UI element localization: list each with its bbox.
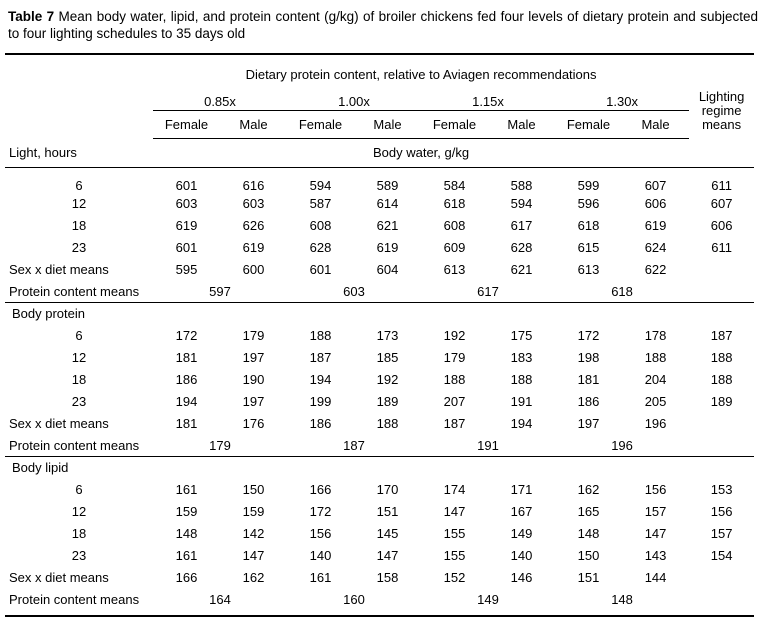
data-cell: 601 — [175, 177, 198, 193]
data-cell: 140 — [510, 548, 533, 563]
data-cell: 621 — [376, 218, 399, 233]
sex-diet-mean-cell: 601 — [309, 262, 332, 277]
table-row — [5, 391, 754, 413]
section-label-row — [5, 303, 754, 325]
protein-content-means-label: Protein content means — [5, 435, 153, 457]
row-label-light-hours: 12 — [71, 350, 87, 365]
data-cell: 174 — [443, 482, 466, 497]
data-cell: 179 — [242, 328, 265, 343]
data-cell: 608 — [443, 218, 466, 233]
data-cell: 156 — [644, 482, 667, 497]
row-label-light-hours: 23 — [71, 548, 87, 563]
data-cell: 619 — [242, 240, 265, 255]
sex-diet-mean-cell: 600 — [242, 262, 265, 277]
table-row — [5, 167, 754, 193]
data-cell: 172 — [309, 504, 332, 519]
data-cell: 170 — [376, 482, 399, 497]
sex-diet-mean-cell: 181 — [175, 416, 198, 431]
data-cell: 584 — [443, 177, 466, 193]
sex-diet-mean-cell: 595 — [175, 262, 198, 277]
data-cell: 186 — [577, 394, 600, 409]
empty-cell — [689, 281, 754, 303]
sex-diet-mean-cell: 613 — [577, 262, 600, 277]
table-row — [5, 325, 754, 347]
data-cell: 596 — [577, 196, 600, 211]
data-cell: 159 — [175, 504, 198, 519]
table-header — [5, 55, 754, 167]
data-cell: 615 — [577, 240, 600, 255]
lighting-mean-cell: 154 — [710, 548, 733, 563]
data-cell: 150 — [242, 482, 265, 497]
section-body-water-g-kg — [5, 167, 754, 303]
data-cell: 148 — [175, 526, 198, 541]
data-cell: 619 — [644, 218, 667, 233]
data-cell: 616 — [242, 177, 265, 193]
lighting-mean-cell: 188 — [710, 350, 733, 365]
data-cell: 171 — [510, 482, 533, 497]
data-cell: 197 — [242, 350, 265, 365]
sex-diet-mean-cell: 161 — [309, 570, 332, 585]
data-cell: 190 — [242, 372, 265, 387]
data-cell: 186 — [175, 372, 198, 387]
protein-content-mean-cell: 603 — [287, 281, 421, 303]
sex-diet-mean-cell: 196 — [644, 416, 667, 431]
data-cell: 167 — [510, 504, 533, 519]
sex-header-male: Male — [622, 110, 689, 138]
data-cell: 603 — [175, 196, 198, 211]
empty-cell — [689, 413, 754, 435]
data-cell: 155 — [443, 548, 466, 563]
data-cell: 188 — [309, 328, 332, 343]
table-caption — [8, 8, 758, 42]
data-cell: 178 — [644, 328, 667, 343]
data-cell: 175 — [510, 328, 533, 343]
data-cell: 628 — [510, 240, 533, 255]
protein-content-mean-cell: 617 — [421, 281, 555, 303]
lighting-mean-cell: 611 — [711, 177, 732, 193]
protein-content-mean-cell: 148 — [611, 592, 633, 607]
table-row — [5, 369, 754, 391]
protein-content-mean-cell: 179 — [153, 435, 287, 457]
sex-diet-mean-cell: 604 — [376, 262, 399, 277]
protein-content-means-row — [5, 281, 754, 303]
data-cell: 626 — [242, 218, 265, 233]
data-cell: 157 — [644, 504, 667, 519]
group-header-100x: 1.00x — [287, 93, 421, 110]
data-cell: 618 — [443, 196, 466, 211]
data-cell: 619 — [175, 218, 198, 233]
data-cell: 603 — [242, 196, 265, 211]
data-cell: 149 — [510, 526, 533, 541]
sex-diet-mean-cell: 188 — [376, 416, 399, 431]
dietary-protein-span-header: Dietary protein content, relative to Aviagen recommendations — [245, 66, 597, 82]
section-body-protein — [5, 303, 754, 457]
data-cell: 199 — [309, 394, 332, 409]
table-row — [5, 479, 754, 501]
data-cell: 628 — [309, 240, 332, 255]
sex-diet-mean-cell: 194 — [510, 416, 533, 431]
lighting-mean-cell: 189 — [710, 394, 733, 409]
table-row — [5, 347, 754, 369]
data-cell: 187 — [309, 350, 332, 365]
data-cell: 607 — [644, 177, 667, 193]
data-cell: 147 — [376, 548, 399, 563]
data-cell: 181 — [175, 350, 198, 365]
sex-diet-mean-cell: 197 — [577, 416, 600, 431]
header-empty-cell — [5, 110, 153, 138]
row-label-light-hours: 12 — [71, 196, 87, 211]
data-cell: 142 — [242, 526, 265, 541]
sex-diet-mean-cell: 613 — [443, 262, 466, 277]
data-cell: 147 — [443, 504, 466, 519]
row-label-light-hours: 12 — [71, 504, 87, 519]
section-title: Body protein — [12, 306, 85, 322]
results-table — [5, 55, 754, 611]
light-hours-header: Light, hours — [5, 138, 153, 167]
data-cell: 181 — [577, 372, 600, 387]
sex-diet-mean-cell: 158 — [376, 570, 399, 585]
data-cell: 147 — [644, 526, 667, 541]
data-cell: 151 — [376, 504, 399, 519]
group-header-085x: 0.85x — [153, 93, 287, 110]
sex-diet-mean-cell: 176 — [242, 416, 265, 431]
header-empty-cell — [5, 55, 153, 93]
protein-content-mean-cell: 160 — [343, 592, 365, 607]
data-cell: 194 — [309, 372, 332, 387]
protein-content-means-label: Protein content means — [5, 281, 153, 303]
data-cell: 173 — [376, 328, 399, 343]
data-cell: 159 — [242, 504, 265, 519]
data-cell: 617 — [510, 218, 533, 233]
data-cell: 619 — [376, 240, 399, 255]
lighting-mean-cell: 188 — [710, 372, 733, 387]
data-cell: 608 — [309, 218, 332, 233]
table-row — [5, 215, 754, 237]
data-cell: 162 — [577, 482, 600, 497]
data-cell: 205 — [644, 394, 667, 409]
data-cell: 188 — [510, 372, 533, 387]
protein-content-means-row — [5, 589, 754, 611]
lighting-mean-cell: 153 — [710, 482, 733, 497]
sex-diet-mean-cell: 187 — [443, 416, 466, 431]
lighting-mean-cell: 156 — [710, 504, 733, 519]
data-cell: 204 — [644, 372, 667, 387]
data-cell: 198 — [577, 350, 600, 365]
table-caption-text: Mean body water, lipid, and protein content (g/kg) of broiler chickens fed four levels of dietary protein and subjected to four lighting schedules to 35 days old — [8, 9, 758, 41]
data-cell: 624 — [644, 240, 667, 255]
data-cell: 192 — [376, 372, 399, 387]
table-row — [5, 523, 754, 545]
data-cell: 601 — [175, 240, 198, 255]
row-label-light-hours: 18 — [71, 372, 87, 387]
data-cell: 589 — [376, 177, 399, 193]
group-header-130x: 1.30x — [555, 93, 689, 110]
sex-diet-means-row — [5, 413, 754, 435]
row-label-light-hours: 18 — [71, 218, 87, 233]
data-cell: 140 — [309, 548, 332, 563]
data-cell: 166 — [309, 482, 332, 497]
data-cell: 594 — [510, 196, 533, 211]
lighting-mean-cell: 607 — [710, 196, 733, 211]
sex-diet-means-label: Sex x diet means — [9, 416, 109, 431]
protein-content-mean-cell: 187 — [287, 435, 421, 457]
data-cell: 609 — [443, 240, 466, 255]
table-row — [5, 193, 754, 215]
protein-content-means-row — [5, 435, 754, 457]
sex-header-male: Male — [354, 110, 421, 138]
lighting-mean-cell: 611 — [711, 240, 732, 255]
protein-content-mean-cell: 196 — [555, 435, 689, 457]
protein-content-mean-cell: 597 — [153, 281, 287, 303]
data-cell: 194 — [175, 394, 198, 409]
sex-diet-mean-cell: 166 — [175, 570, 198, 585]
page — [0, 8, 767, 641]
section-body-lipid — [5, 457, 754, 611]
empty-cell — [689, 259, 754, 281]
row-label-light-hours: 6 — [75, 177, 83, 193]
table-row — [5, 545, 754, 567]
protein-content-means-label: Protein content means — [9, 592, 140, 607]
sex-diet-mean-cell: 622 — [644, 262, 667, 277]
data-cell: 172 — [577, 328, 600, 343]
sex-header-male: Male — [220, 110, 287, 138]
data-cell: 599 — [577, 177, 600, 193]
data-cell: 587 — [309, 196, 332, 211]
data-cell: 618 — [577, 218, 600, 233]
sex-header-female: Female — [153, 110, 220, 138]
lighting-regime-means-header: Lighting regime means — [689, 55, 754, 167]
data-cell: 143 — [644, 548, 667, 563]
lighting-mean-cell: 157 — [710, 526, 733, 541]
data-cell: 614 — [376, 196, 399, 211]
protein-content-mean-cell: 149 — [477, 592, 499, 607]
data-cell: 188 — [644, 350, 667, 365]
data-cell: 148 — [577, 526, 600, 541]
sex-diet-mean-cell: 146 — [510, 570, 533, 585]
row-label-light-hours: 6 — [75, 482, 83, 497]
row-label-light-hours: 23 — [71, 240, 87, 255]
sex-diet-means-label: Sex x diet means — [9, 262, 109, 277]
sex-header-female: Female — [287, 110, 354, 138]
empty-cell — [689, 589, 754, 611]
data-cell: 185 — [376, 350, 399, 365]
sex-header-female: Female — [555, 110, 622, 138]
sex-diet-mean-cell: 186 — [309, 416, 332, 431]
lighting-mean-cell: 187 — [710, 328, 733, 343]
data-cell: 189 — [376, 394, 399, 409]
data-cell: 192 — [443, 328, 466, 343]
data-cell: 161 — [175, 482, 198, 497]
table-row — [5, 237, 754, 259]
section-label-row — [5, 457, 754, 479]
data-cell: 156 — [309, 526, 332, 541]
row-label-light-hours: 6 — [75, 328, 83, 343]
sex-diet-mean-cell: 151 — [577, 570, 600, 585]
table-7 — [5, 53, 754, 617]
empty-cell — [689, 567, 754, 589]
data-cell: 161 — [175, 548, 198, 563]
row-label-light-hours: 18 — [71, 526, 87, 541]
sex-diet-means-row — [5, 567, 754, 589]
sex-diet-mean-cell: 144 — [644, 570, 667, 585]
table-caption-number: Table 7 — [8, 9, 55, 24]
sex-diet-means-label: Sex x diet means — [9, 570, 109, 585]
empty-cell — [689, 435, 754, 457]
sex-header-male: Male — [488, 110, 555, 138]
header-empty-cell — [5, 93, 153, 110]
lighting-mean-cell: 606 — [710, 218, 733, 233]
data-cell: 147 — [242, 548, 265, 563]
data-cell: 191 — [510, 394, 533, 409]
data-cell: 145 — [376, 526, 399, 541]
protein-content-mean-cell: 191 — [421, 435, 555, 457]
protein-content-mean-cell: 164 — [209, 592, 231, 607]
sex-header-female: Female — [421, 110, 488, 138]
data-cell: 155 — [443, 526, 466, 541]
sex-diet-mean-cell: 162 — [242, 570, 265, 585]
data-cell: 179 — [443, 350, 466, 365]
data-cell: 150 — [577, 548, 600, 563]
section-title-body-water: Body water, g/kg — [153, 138, 689, 167]
sex-diet-mean-cell: 152 — [443, 570, 466, 585]
data-cell: 588 — [510, 177, 533, 193]
sex-diet-means-row — [5, 259, 754, 281]
data-cell: 188 — [443, 372, 466, 387]
row-label-light-hours: 23 — [71, 394, 87, 409]
table-row — [5, 501, 754, 523]
group-header-115x: 1.15x — [421, 93, 555, 110]
data-cell: 606 — [644, 196, 667, 211]
protein-content-mean-cell: 618 — [555, 281, 689, 303]
data-cell: 594 — [309, 177, 332, 193]
sex-diet-mean-cell: 621 — [510, 262, 533, 277]
data-cell: 207 — [443, 394, 466, 409]
data-cell: 183 — [510, 350, 533, 365]
section-title: Body lipid — [12, 460, 69, 476]
data-cell: 197 — [242, 394, 265, 409]
data-cell: 172 — [175, 328, 198, 343]
data-cell: 165 — [577, 504, 600, 519]
